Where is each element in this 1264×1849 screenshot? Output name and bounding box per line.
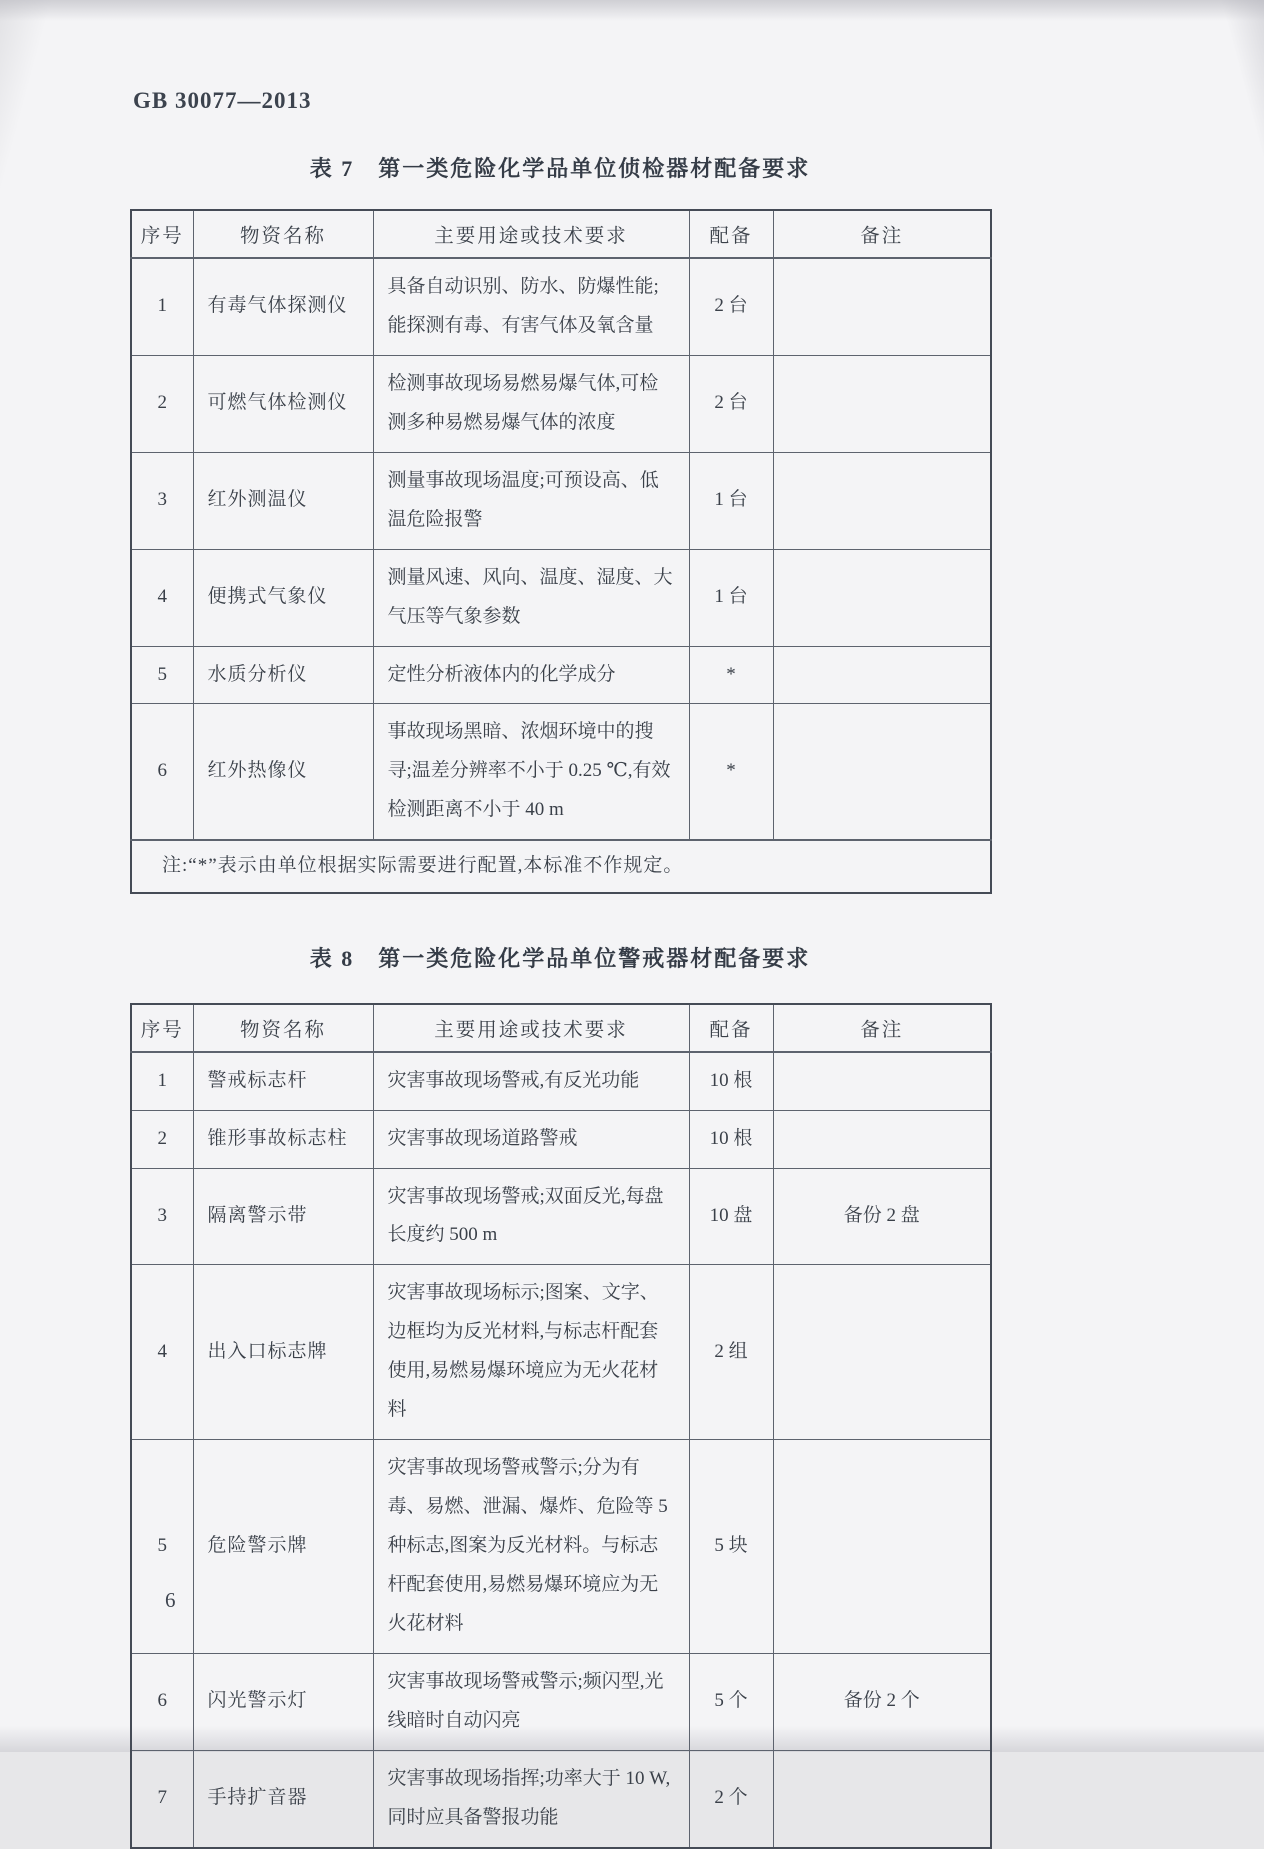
row-index-cell: 1 — [131, 258, 193, 355]
table-row — [131, 452, 991, 549]
quantity-cell: 5 个 — [689, 1653, 773, 1750]
col-header-remark: 备注 — [773, 210, 991, 258]
standard-code: GB 30077—2013 — [133, 88, 312, 113]
material-name-cell: 锥形事故标志柱 — [193, 1110, 373, 1168]
remark-cell: 备份 2 盘 — [773, 1168, 991, 1265]
row-index-cell: 3 — [131, 1168, 193, 1265]
material-name-cell: 闪光警示灯 — [193, 1653, 373, 1750]
quantity-cell: 2 个 — [689, 1750, 773, 1847]
material-name-cell: 有毒气体探测仪 — [193, 258, 373, 355]
quantity-cell: 2 组 — [689, 1265, 773, 1440]
table-row — [131, 1440, 991, 1654]
row-index-cell: 6 — [131, 1653, 193, 1750]
remark-cell — [773, 1440, 991, 1654]
table7-detection-equipment — [130, 209, 992, 894]
row-index-cell: 5 — [131, 646, 193, 704]
material-name-cell: 可燃气体检测仪 — [193, 355, 373, 452]
table-row — [131, 1265, 991, 1440]
usage-cell: 具备自动识别、防水、防爆性能;能探测有毒、有害气体及氧含量 — [373, 258, 689, 355]
col-header-material: 物资名称 — [193, 210, 373, 258]
table-row — [131, 1168, 991, 1265]
page-number: 6 — [165, 1588, 176, 1612]
remark-cell — [773, 1750, 991, 1847]
table-row — [131, 355, 991, 452]
usage-cell: 灾害事故现场指挥;功率大于 10 W,同时应具备警报功能 — [373, 1750, 689, 1847]
table7-note: 注:“*”表示由单位根据实际需要进行配置,本标准不作规定。 — [131, 840, 991, 892]
usage-cell: 检测事故现场易燃易爆气体,可检测多种易燃易爆气体的浓度 — [373, 355, 689, 452]
col-header-usage: 主要用途或技术要求 — [373, 210, 689, 258]
material-name-cell: 红外热像仪 — [193, 704, 373, 840]
quantity-cell: 5 块 — [689, 1440, 773, 1654]
material-name-cell: 手持扩音器 — [193, 1750, 373, 1847]
remark-cell — [773, 452, 991, 549]
table-header-row — [131, 210, 991, 258]
col-header-index: 序号 — [131, 210, 193, 258]
table-row — [131, 646, 991, 704]
quantity-cell: 10 根 — [689, 1110, 773, 1168]
remark-cell — [773, 1052, 991, 1110]
material-name-cell: 出入口标志牌 — [193, 1265, 373, 1440]
usage-cell: 灾害事故现场警戒警示;分为有毒、易燃、泄漏、爆炸、危险等 5 种标志,图案为反光材料。与标志杆配套使用,易燃易爆环境应为无火花材料 — [373, 1440, 689, 1654]
table-note-row — [131, 840, 991, 892]
material-name-cell: 警戒标志杆 — [193, 1052, 373, 1110]
usage-cell: 定性分析液体内的化学成分 — [373, 646, 689, 704]
quantity-cell: * — [689, 646, 773, 704]
col-header-quantity: 配备 — [689, 210, 773, 258]
material-name-cell: 水质分析仪 — [193, 646, 373, 704]
col-header-usage: 主要用途或技术要求 — [373, 1004, 689, 1052]
remark-cell — [773, 704, 991, 840]
usage-cell: 灾害事故现场警戒;双面反光,每盘长度约 500 m — [373, 1168, 689, 1265]
remark-cell — [773, 646, 991, 704]
quantity-cell: 2 台 — [689, 355, 773, 452]
quantity-cell: 1 台 — [689, 549, 773, 646]
row-index-cell: 2 — [131, 1110, 193, 1168]
material-name-cell: 危险警示牌 — [193, 1440, 373, 1654]
page-content — [130, 0, 990, 1849]
row-index-cell: 2 — [131, 355, 193, 452]
remark-cell — [773, 1110, 991, 1168]
table7-footer — [131, 840, 991, 892]
table-row — [131, 1750, 991, 1847]
col-header-quantity: 配备 — [689, 1004, 773, 1052]
quantity-cell: 10 盘 — [689, 1168, 773, 1265]
table7-header — [131, 210, 991, 258]
table-row — [131, 549, 991, 646]
col-header-material: 物资名称 — [193, 1004, 373, 1052]
table7-caption: 表 7 第一类危险化学品单位侦检器材配备要求 — [309, 156, 811, 181]
table8-warning-equipment — [130, 1003, 992, 1849]
usage-cell: 灾害事故现场标示;图案、文字、边框均为反光材料,与标志杆配套使用,易燃易爆环境应为无火花材料 — [373, 1265, 689, 1440]
table-row — [131, 1110, 991, 1168]
remark-cell — [773, 1265, 991, 1440]
row-index-cell: 3 — [131, 452, 193, 549]
col-header-index: 序号 — [131, 1004, 193, 1052]
remark-cell — [773, 355, 991, 452]
remark-cell — [773, 258, 991, 355]
quantity-cell: 10 根 — [689, 1052, 773, 1110]
table-header-row — [131, 1004, 991, 1052]
remark-cell: 备份 2 个 — [773, 1653, 991, 1750]
usage-cell: 测量事故现场温度;可预设高、低温危险报警 — [373, 452, 689, 549]
col-header-remark: 备注 — [773, 1004, 991, 1052]
usage-cell: 事故现场黑暗、浓烟环境中的搜寻;温差分辨率不小于 0.25 ℃,有效检测距离不小于 40 m — [373, 704, 689, 840]
usage-cell: 灾害事故现场警戒警示;频闪型,光线暗时自动闪亮 — [373, 1653, 689, 1750]
table-row — [131, 1653, 991, 1750]
row-index-cell: 1 — [131, 1052, 193, 1110]
table-row — [131, 704, 991, 840]
material-name-cell: 红外测温仪 — [193, 452, 373, 549]
table-row — [131, 258, 991, 355]
row-index-cell: 6 — [131, 704, 193, 840]
table7-body — [131, 258, 991, 840]
table8-header — [131, 1004, 991, 1052]
material-name-cell: 便携式气象仪 — [193, 549, 373, 646]
quantity-cell: 2 台 — [689, 258, 773, 355]
usage-cell: 灾害事故现场道路警戒 — [373, 1110, 689, 1168]
table8-caption: 表 8 第一类危险化学品单位警戒器材配备要求 — [309, 945, 811, 971]
row-index-cell: 5 — [131, 1440, 193, 1654]
table-row — [131, 1052, 991, 1110]
table8-body — [131, 1052, 991, 1848]
usage-cell: 灾害事故现场警戒,有反光功能 — [373, 1052, 689, 1110]
row-index-cell: 7 — [131, 1750, 193, 1847]
remark-cell — [773, 549, 991, 646]
row-index-cell: 4 — [131, 549, 193, 646]
quantity-cell: * — [689, 704, 773, 840]
row-index-cell: 4 — [131, 1265, 193, 1440]
quantity-cell: 1 台 — [689, 452, 773, 549]
material-name-cell: 隔离警示带 — [193, 1168, 373, 1265]
usage-cell: 测量风速、风向、温度、湿度、大气压等气象参数 — [373, 549, 689, 646]
